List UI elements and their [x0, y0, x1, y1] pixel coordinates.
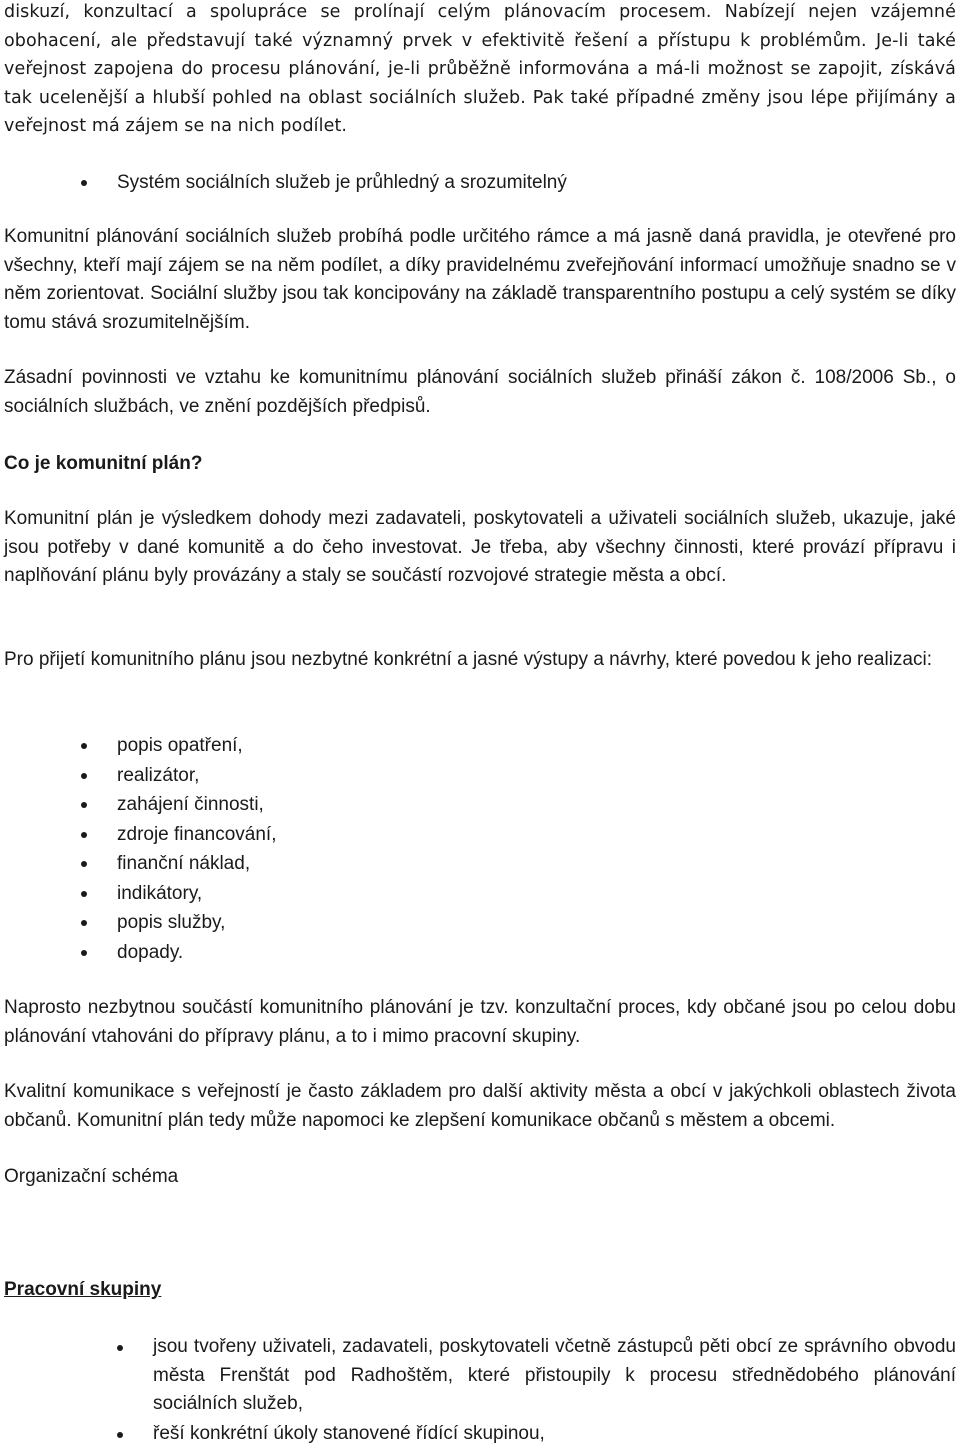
paragraph-outputs: Pro přijetí komunitního plánu jsou nezbytné konkrétní a jasné výstupy a návrhy, které povedou k jeho realizaci:	[4, 649, 933, 670]
list-item	[117, 938, 717, 968]
list-item-text: zdroje financování,	[117, 823, 277, 845]
list-item-text: popis služby,	[117, 912, 226, 933]
bullet-list-transparency	[117, 168, 947, 198]
intro-paragraph: diskuzí, konzultací a spolupráce se prolínají celým plánovacím procesem. Nabízejí nejen vzájemné obohacení, ale představují také významný prvek v efektivitě řešení a přístupu k problémům. Je-li také veřejnost zapojena do procesu plánování, je-li průběžně informována a má-li možnost se zapojit, získává tak ucelenější a hlubší pohled na oblast sociálních služeb. Pak také případné změny jsou lépe přijímány a veřejnost má zájem se na nich podílet.	[4, 2, 956, 136]
list-item	[117, 820, 717, 850]
list-item	[117, 790, 717, 820]
heading-community-plan: Co je komunitní plán?	[4, 453, 203, 474]
bullet-icon	[81, 743, 87, 749]
list-item	[153, 1333, 956, 1419]
heading-working-groups: Pracovní skupiny	[4, 1279, 162, 1300]
list-item-text: popis opatření,	[117, 735, 243, 756]
list-item-text: indikátory,	[117, 882, 203, 904]
list-item-text: dopady.	[117, 941, 184, 963]
outputs-list	[117, 731, 717, 967]
list-item	[117, 908, 717, 938]
list-item-text: Systém sociálních služeb je průhledný a srozumitelný	[117, 172, 567, 193]
list-item	[117, 761, 717, 791]
working-groups-list	[153, 1333, 956, 1448]
paragraph-communication: Kvalitní komunikace s veřejností je často základem pro další aktivity města a obcí v jakýchkoli oblastech života občanů. Komunitní plán tedy může napomoci ke zlepšení komunikace občanů s městem a obcemi.	[4, 1081, 956, 1131]
paragraph-transparency: Komunitní plánování sociálních služeb probíhá podle určitého rámce a má jasně daná pravidla, je otevřené pro všechny, kteří mají zájem se na něm podílet, a díky pravidelnému zveřejňování informací umožňuje snadno se v něm zorientovat. Sociální služby jsou tak koncipovány na základě transparentního postupu a celý systém se díky tomu stává srozumitelnějším.	[4, 226, 956, 333]
org-schema-label: Organizační schéma	[4, 1166, 179, 1187]
paragraph-community-plan: Komunitní plán je výsledkem dohody mezi zadavateli, poskytovateli a uživateli sociálních služeb, ukazuje, jaké jsou potřeby v dané komunitě a do čeho investovat. Je třeba, aby všechny činnosti, které provází přípravu i naplňování plánu byly provázány a staly se součástí rozvojové strategie města a obcí.	[4, 508, 956, 586]
list-item-text: jsou tvořeny uživateli, zadavateli, poskytovateli včetně zástupců pěti obcí ze správního obvodu města Frenštát pod Radhoštěm, které přistoupily k procesu střednědobého plánování sociálních služeb,	[153, 1336, 956, 1414]
list-item	[117, 168, 947, 198]
bullet-icon	[81, 180, 87, 186]
list-item	[117, 849, 717, 879]
bullet-icon	[81, 891, 87, 897]
bullet-icon	[117, 1432, 123, 1438]
list-item	[117, 879, 717, 909]
bullet-icon	[81, 802, 87, 808]
paragraph-consultation: Naprosto nezbytnou součástí komunitního plánování je tzv. konzultační proces, kdy občané jsou po celou dobu plánování vtahováni do přípravy plánu, a to i mimo pracovní skupiny.	[4, 997, 956, 1047]
bullet-icon	[81, 950, 87, 956]
list-item-text: řeší konkrétní úkoly stanovené řídící skupinou,	[153, 1422, 545, 1444]
list-item	[153, 1420, 956, 1448]
list-item-text: zahájení činnosti,	[117, 794, 264, 815]
bullet-icon	[81, 773, 87, 779]
paragraph-law: Zásadní povinnosti ve vztahu ke komunitnímu plánování sociálních služeb přináší zákon č. 108/2006 Sb., o sociálních službách, ve znění pozdějších předpisů.	[4, 367, 956, 417]
list-item-text: realizátor,	[117, 764, 200, 786]
bullet-icon	[117, 1345, 123, 1351]
bullet-icon	[81, 832, 87, 838]
bullet-icon	[81, 920, 87, 926]
bullet-icon	[81, 861, 87, 867]
list-item-text: finanční náklad,	[117, 853, 251, 874]
list-item	[117, 731, 717, 761]
